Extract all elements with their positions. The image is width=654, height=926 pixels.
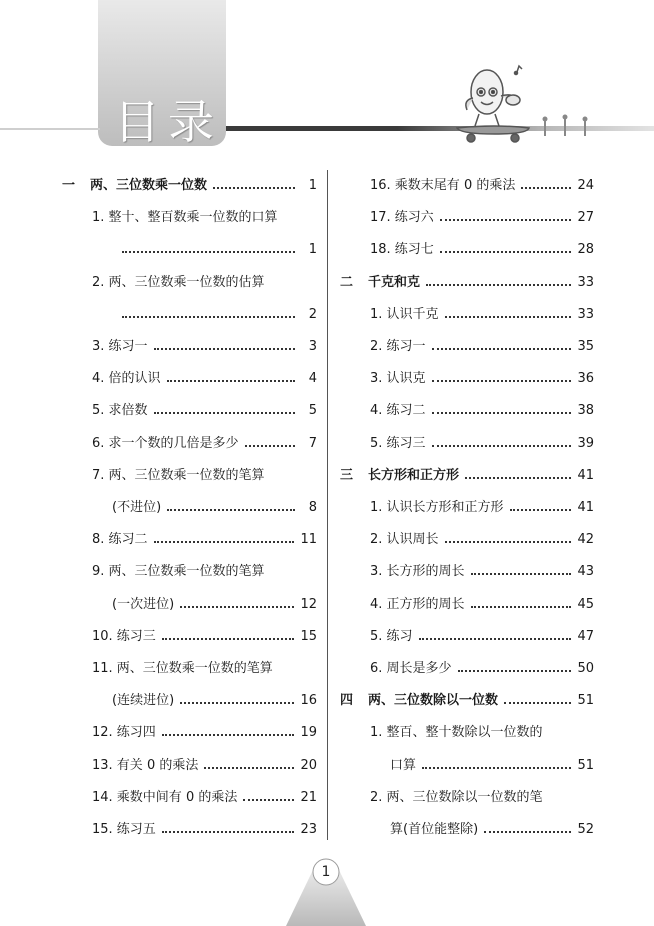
toc-entry-title: 14. 乘数中间有 0 的乘法 — [92, 789, 238, 805]
toc-entry — [92, 466, 317, 486]
chapter-number: 四 — [340, 693, 354, 709]
toc-entry — [370, 723, 594, 743]
dot-leader — [167, 380, 295, 382]
toc-entry-title: 7. 两、三位数乘一位数的笔算 — [92, 467, 265, 483]
toc-page-number: 41 — [577, 500, 594, 515]
toc-entry — [92, 659, 317, 679]
toc-entry-title: (连续进位) — [112, 693, 175, 709]
toc-entry — [370, 530, 594, 550]
dot-leader — [445, 541, 572, 543]
dot-leader — [162, 734, 295, 736]
toc-entry — [92, 756, 317, 776]
toc-entry-title: 3. 长方形的周长 — [370, 564, 465, 580]
dot-leader — [426, 284, 571, 286]
dot-leader — [180, 606, 294, 608]
toc-page-number: 28 — [577, 242, 594, 258]
toc-entry — [390, 820, 594, 840]
toc-page-number: 27 — [577, 210, 594, 226]
toc-entry — [390, 756, 594, 776]
toc-entry — [370, 337, 594, 357]
dot-leader — [510, 509, 572, 511]
dot-leader — [180, 702, 294, 704]
toc-entry-title: 15. 练习五 — [92, 822, 156, 837]
dot-leader — [122, 251, 295, 253]
dot-leader — [484, 831, 571, 833]
toc-page-number: 33 — [577, 306, 594, 322]
toc-page-number: 36 — [577, 371, 594, 387]
toc-page-number: 12 — [300, 596, 317, 612]
toc-entry-title: 12. 练习四 — [92, 725, 156, 741]
toc-page-number: 20 — [300, 757, 317, 773]
toc-entry-title: 两、三位数除以一位数 — [368, 693, 499, 709]
toc-chapter — [62, 176, 317, 196]
toc-entry-title: 2. 认识周长 — [370, 532, 439, 548]
chapter-number: 三 — [340, 467, 354, 483]
toc-entry-title: 10. 练习三 — [92, 628, 156, 644]
toc-page-number: 51 — [577, 693, 594, 709]
toc-entry — [370, 788, 594, 808]
toc-page-number: 39 — [577, 435, 594, 451]
toc-entry-title: 1. 认识千克 — [370, 306, 439, 322]
toc-page-number: 33 — [577, 274, 594, 290]
toc-entry — [370, 562, 594, 582]
toc-entry — [92, 208, 317, 228]
toc-entry — [116, 240, 317, 260]
page-number: 1 — [321, 864, 331, 880]
dot-leader — [432, 380, 572, 382]
dot-leader — [154, 348, 295, 350]
toc-entry-title: 2. 两、三位数乘一位数的估算 — [92, 274, 265, 290]
toc-entry — [370, 369, 594, 389]
toc-entry — [112, 498, 317, 518]
toc-entry — [92, 434, 317, 454]
dot-leader — [504, 702, 571, 704]
toc-page-number: 38 — [577, 403, 594, 419]
dot-leader — [458, 670, 572, 672]
dot-leader — [154, 541, 295, 543]
toc-page-number: 4 — [308, 371, 317, 387]
toc-page-number: 41 — [577, 467, 594, 483]
toc-entry — [370, 208, 594, 228]
dot-leader — [440, 219, 572, 221]
toc-entry-title: 5. 求倍数 — [92, 403, 148, 419]
toc-page-number: 42 — [577, 532, 594, 548]
toc-page-number: 1 — [308, 178, 317, 193]
chapter-number: 一 — [62, 178, 76, 193]
toc-entry-title: 1. 认识长方形和正方形 — [370, 500, 504, 515]
toc-chapter — [340, 273, 594, 293]
dot-leader — [167, 509, 295, 511]
toc-entry-title: 3. 认识克 — [370, 371, 426, 387]
dot-leader — [154, 412, 295, 414]
toc-page-number: 21 — [300, 789, 317, 805]
toc-entry — [92, 401, 317, 421]
toc-entry-title: 5. 练习三 — [370, 435, 426, 451]
toc-page-number: 15 — [300, 628, 317, 644]
toc-entry-title: 4. 正方形的周长 — [370, 596, 465, 612]
dot-leader — [243, 799, 294, 801]
dot-leader — [471, 606, 572, 608]
toc-entry-title: 算(首位能整除) — [390, 822, 479, 837]
chapter-number: 二 — [340, 274, 354, 290]
toc-entry-title: 1. 整十、整百数乘一位数的口算 — [92, 210, 278, 226]
dot-leader — [419, 638, 572, 640]
toc-entry-title: 5. 练习 — [370, 628, 413, 644]
dot-leader — [440, 251, 572, 253]
dot-leader — [213, 187, 295, 189]
dot-leader — [521, 187, 571, 189]
toc-entry — [92, 723, 317, 743]
toc-page-number: 11 — [300, 532, 317, 548]
toc-entry-title: 17. 练习六 — [370, 210, 434, 226]
toc-chapter — [340, 466, 594, 486]
toc-entry-title: 6. 周长是多少 — [370, 661, 452, 676]
toc-page-number: 3 — [308, 339, 317, 354]
page-title: 目录 — [114, 95, 222, 149]
toc-entry — [92, 788, 317, 808]
toc-entry — [92, 273, 317, 293]
toc-entry — [370, 176, 594, 196]
toc-page-number: 16 — [300, 693, 317, 709]
toc-entry — [112, 691, 317, 711]
toc-entry-title: 1. 整百、整十数除以一位数的 — [370, 725, 543, 741]
toc-entry — [370, 595, 594, 615]
toc-entry-title: 4. 练习二 — [370, 403, 426, 419]
toc-page-number: 1 — [308, 242, 317, 258]
toc-page-number: 50 — [577, 661, 594, 676]
dot-leader — [422, 767, 571, 769]
toc-entry-title: 9. 两、三位数乘一位数的笔算 — [92, 564, 265, 580]
toc-entry — [370, 627, 594, 647]
toc-entry — [92, 562, 317, 582]
dot-leader — [162, 831, 295, 833]
toc-entry-title: 2. 练习一 — [370, 339, 426, 354]
dot-leader — [432, 412, 572, 414]
toc-page-number: 47 — [577, 628, 594, 644]
dot-leader — [432, 348, 572, 350]
toc-entry-title: (一次进位) — [112, 596, 175, 612]
toc-entry-title: 2. 两、三位数除以一位数的笔 — [370, 789, 543, 805]
column-divider — [327, 170, 328, 840]
header-rule-left — [0, 128, 100, 130]
dot-leader — [432, 445, 572, 447]
toc-entry — [112, 595, 317, 615]
toc-entry-title: 两、三位数乘一位数 — [90, 178, 208, 193]
toc-entry — [370, 401, 594, 421]
toc-entry-title: 11. 两、三位数乘一位数的笔算 — [92, 661, 273, 676]
toc-page-number: 2 — [308, 306, 317, 322]
toc-entry — [92, 337, 317, 357]
toc-page-number: 23 — [300, 822, 317, 837]
dot-leader — [465, 477, 571, 479]
toc-entry — [370, 659, 594, 679]
toc-page-number: 51 — [577, 757, 594, 773]
toc-entry-title: 18. 练习七 — [370, 242, 434, 258]
toc-entry — [92, 820, 317, 840]
toc-entry-title: 8. 练习二 — [92, 532, 148, 548]
toc-entry-title: 6. 求一个数的几倍是多少 — [92, 435, 239, 451]
toc-entry-title: 3. 练习一 — [92, 339, 148, 354]
toc-page-number: 5 — [308, 403, 317, 419]
toc-page-number: 43 — [577, 564, 594, 580]
dot-leader — [204, 767, 294, 769]
skateboard-mascot-icon — [455, 62, 605, 152]
toc-entry — [370, 434, 594, 454]
toc-entry — [370, 240, 594, 260]
dot-leader — [162, 638, 295, 640]
dot-leader — [445, 316, 572, 318]
toc-entry — [370, 305, 594, 325]
dot-leader — [471, 573, 572, 575]
toc-page-number: 35 — [577, 339, 594, 354]
dot-leader — [122, 316, 295, 318]
toc-entry — [92, 530, 317, 550]
toc-entry-title: 口算 — [390, 757, 417, 773]
toc-page-number: 45 — [577, 596, 594, 612]
toc-entry — [116, 305, 317, 325]
toc-entry-title: 千克和克 — [368, 274, 421, 290]
toc-entry — [370, 498, 594, 518]
toc-page-number: 7 — [308, 435, 317, 451]
toc-entry-title: 16. 乘数末尾有 0 的乘法 — [370, 178, 516, 193]
toc-page-number: 24 — [577, 178, 594, 193]
toc-page-number: 19 — [300, 725, 317, 741]
dot-leader — [245, 445, 295, 447]
toc-entry-title: (不进位) — [112, 500, 162, 515]
toc-chapter — [340, 691, 594, 711]
toc-entry-title: 13. 有关 0 的乘法 — [92, 757, 199, 773]
toc-page-number: 52 — [577, 822, 594, 837]
toc-entry — [92, 369, 317, 389]
toc-entry-title: 长方形和正方形 — [368, 467, 460, 483]
toc-entry-title: 4. 倍的认识 — [92, 371, 161, 387]
toc-entry — [92, 627, 317, 647]
toc-page-number: 8 — [308, 500, 317, 515]
